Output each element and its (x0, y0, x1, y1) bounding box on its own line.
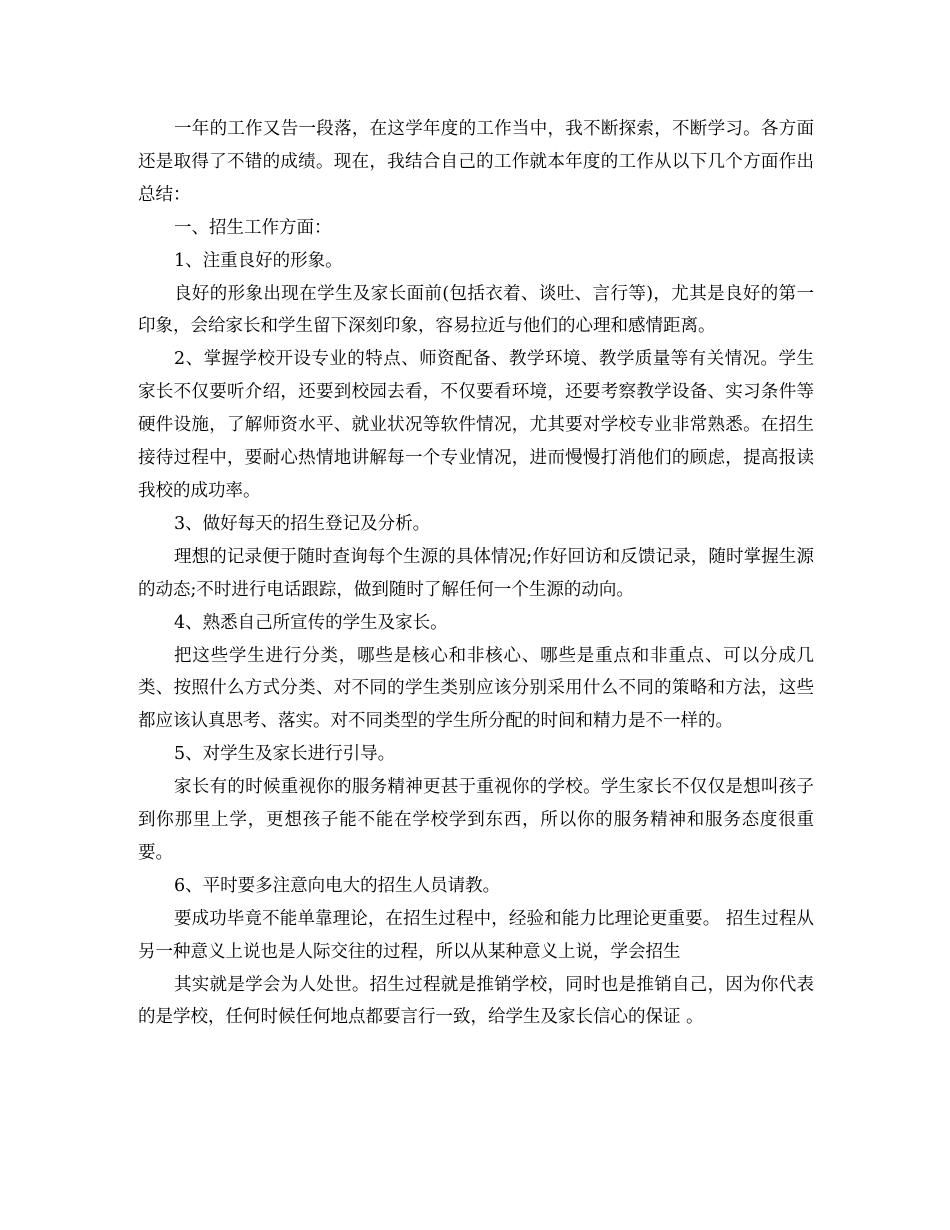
paragraph-item-6: 要成功毕竟不能单靠理论，在招生过程中，经验和能力比理论更重要。 招生过程从另一种意义上说也是人际交往的过程，所以从某种意义上说，学会招生 (138, 908, 814, 962)
item-heading-4: 4、熟悉自己所宣传的学生及家长。 (174, 612, 448, 633)
paragraph-intro: 一年的工作又告一段落，在这学年度的工作当中，我不断探索，不断学习。各方面还是取得了不错的成绩。现在，我结合自己的工作就本年度的工作从以下几个方面作出总结： (138, 119, 814, 205)
section-heading-enrollment: 一、招生工作方面： (174, 217, 332, 238)
document-body (138, 113, 814, 1034)
item-heading-5: 5、对学生及家长进行引导。 (174, 744, 396, 765)
paragraph-item-3: 理想的记录便于随时查询每个生源的具体情况;作好回访和反馈记录，随时掌握生源的动态;不时进行电话跟踪，做到随时了解任何一个生源的动向。 (138, 546, 814, 600)
item-heading-1: 1、注重良好的形象。 (174, 250, 343, 271)
paragraph-item-1: 良好的形象出现在学生及家长面前(包括衣着、谈吐、言行等)，尤其是良好的第一印象，会给家长和学生留下深刻印象，容易拉近与他们的心理和感情距离。 (138, 283, 814, 337)
paragraph-item-5: 家长有的时候重视你的服务精神更甚于重视你的学校。学生家长不仅仅是想叫孩子到你那里上学，更想孩子能不能在学校学到东西，所以你的服务精神和服务态度很重要。 (138, 777, 814, 863)
item-heading-3: 3、做好每天的招生登记及分析。 (174, 513, 431, 534)
paragraph-conclusion: 其实就是学会为人处世。招生过程就是推销学校，同时也是推销自己，因为你代表的是学校，任何时候任何地点都要言行一致，给学生及家长信心的保证 。 (138, 974, 814, 1028)
paragraph-item-4: 把这些学生进行分类，哪些是核心和非核心、哪些是重点和非重点、可以分成几类、按照什么方式分类、对不同的学生类别应该分别采用什么不同的策略和方法，这些都应该认真思考、落实。对不同类型的学生所分配的时间和精力是不一样的。 (138, 645, 814, 732)
paragraph-item-2: 2、掌握学校开设专业的特点、师资配备、教学环境、教学质量等有关情况。学生家长不仅要听介绍，还要到校园去看，不仅要看环境，还要考察教学设备、实习条件等硬件设施，了解师资水平、就业状况等软件情况，尤其要对学校专业非常熟悉。在招生接待过程中，要耐心热情地讲解每一个专业情况，进而慢慢打消他们的顾虑，提高报读我校的成功率。 (138, 349, 814, 501)
item-heading-6: 6、平时要多注意向电大的招生人员请教。 (174, 875, 501, 896)
